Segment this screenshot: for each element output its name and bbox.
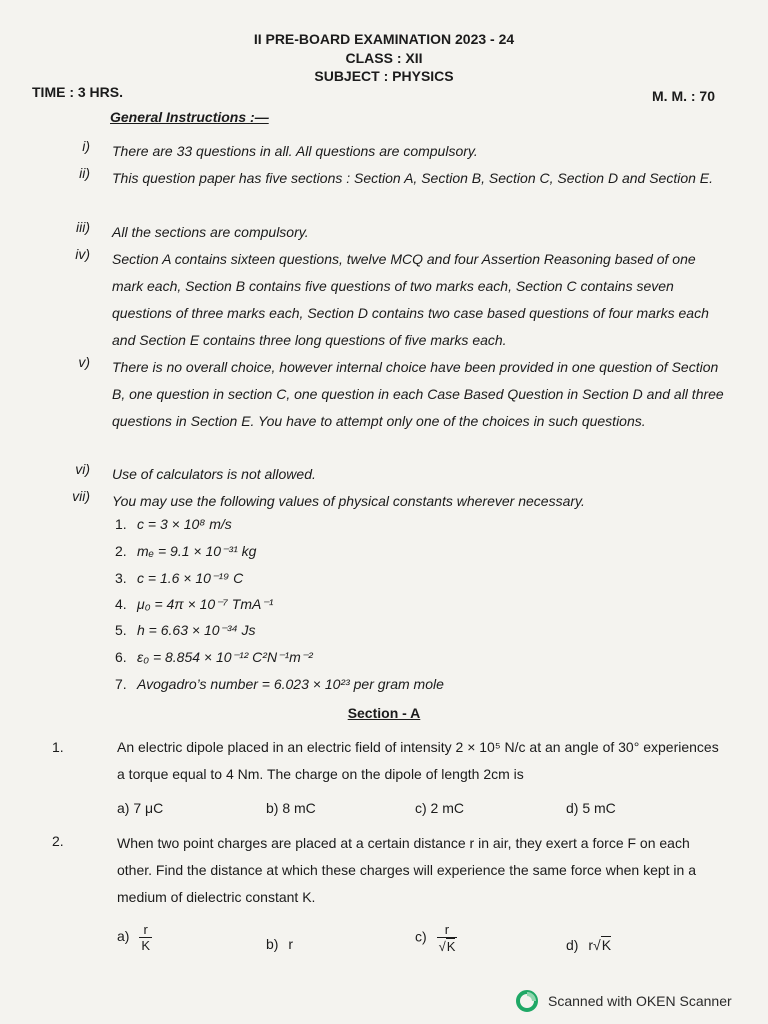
instruction-text: All the sections are compulsory.	[112, 224, 309, 240]
option-c: c) 2 mC	[415, 800, 464, 816]
question-number: 1.	[52, 739, 64, 755]
instruction-num: iii)	[76, 219, 90, 235]
constant-item	[115, 649, 313, 666]
option-prefix: r	[588, 937, 594, 953]
instruction-text: There is no overall choice, however internal choice have been provided in one question of Section B, one question in section C, one question in each Case Based Question in Section D and all three questions in Section E. You have to attempt only one of the choices in such questions.	[112, 359, 724, 429]
instruction-num: vii)	[72, 488, 90, 504]
constant-num: 6.	[115, 649, 127, 665]
option-label: d)	[566, 937, 579, 953]
numerator: r	[444, 922, 450, 937]
scanner-watermark	[516, 990, 732, 1012]
option-a	[117, 922, 152, 953]
constant-value: Avogadro’s number = 6.023 × 10²³ per gram mole	[137, 676, 444, 692]
denominator: √K	[438, 939, 456, 954]
fraction	[139, 922, 152, 953]
constant-value: c = 3 × 10⁸ m/s	[137, 516, 232, 532]
denominator: K	[141, 938, 151, 953]
constant-num: 1.	[115, 516, 127, 532]
constant-num: 4.	[115, 596, 127, 612]
fraction	[437, 922, 458, 954]
constant-item	[115, 622, 256, 639]
option-a: a) 7 μC	[117, 800, 164, 816]
constant-num: 3.	[115, 570, 127, 586]
instruction-text: There are 33 questions in all. All questions are compulsory.	[112, 143, 478, 159]
oken-logo-icon	[516, 990, 538, 1012]
radicand: K	[446, 939, 456, 954]
instruction-num: i)	[82, 138, 90, 154]
section-heading: Section - A	[347, 705, 421, 721]
constant-item	[115, 596, 273, 613]
numerator: r	[143, 922, 148, 937]
subject-label: SUBJECT : PHYSICS	[314, 68, 454, 84]
instruction-text: Section A contains sixteen questions, twelve MCQ and four Assertion Reasoning based of one mark each, Section B contains five questions of two marks each, Section C contains seven questions of three marks each, Section D contains two case based questions of four marks each and Section E contains three long questions of five marks each.	[112, 251, 709, 348]
option-d: d) r√K	[566, 937, 612, 953]
question-text: When two point charges are placed at a certain distance r in air, they exert a force F on each other. Find the distance at which these charges will experience the same force when kept in a medium of dielectric constant K.	[117, 835, 696, 905]
scanner-text: Scanned with OKEN Scanner	[548, 993, 732, 1009]
question-number: 2.	[52, 833, 64, 849]
constant-item	[115, 543, 256, 560]
time-label: TIME : 3 HRS.	[32, 84, 124, 100]
instruction-num: v)	[78, 354, 90, 370]
instruction-text: Use of calculators is not allowed.	[112, 466, 316, 482]
option-b	[266, 936, 293, 952]
instruction-num: ii)	[79, 165, 90, 181]
option-label: c)	[415, 928, 427, 945]
constant-value: μ₀ = 4π × 10⁻⁷ TmA⁻¹	[137, 596, 274, 612]
constant-value: ε₀ = 8.854 × 10⁻¹² C²N⁻¹m⁻²	[137, 649, 313, 665]
constant-value: c = 1.6 × 10⁻¹⁹ C	[137, 570, 244, 586]
option-d: d) 5 mC	[566, 800, 616, 816]
constant-value: mₑ = 9.1 × 10⁻³¹ kg	[137, 543, 257, 559]
instruction-num: vi)	[75, 461, 90, 477]
option-c	[415, 922, 457, 954]
constant-value: h = 6.63 × 10⁻³⁴ Js	[137, 622, 256, 638]
constant-num: 2.	[115, 543, 127, 559]
constant-item	[115, 676, 444, 692]
constant-num: 5.	[115, 622, 127, 638]
constant-item	[115, 516, 232, 532]
constant-num: 7.	[115, 676, 127, 692]
instructions-heading: General Instructions :—	[110, 109, 269, 125]
max-marks-label: M. M. : 70	[652, 88, 716, 104]
instruction-text: This question paper has five sections : Section A, Section B, Section C, Section D and Section E.	[112, 170, 714, 186]
option-b: b) 8 mC	[266, 800, 316, 816]
instruction-num: iv)	[75, 246, 90, 262]
option-label: a)	[117, 928, 130, 945]
option-label: b)	[266, 936, 279, 952]
radicand: K	[601, 937, 612, 953]
class-label: CLASS : XII	[345, 50, 423, 66]
question-text: An electric dipole placed in an electric field of intensity 2 × 10⁵ N/c at an angle of 30° experiences a torque equal to 4 Nm. The charge on the dipole of length 2cm is	[117, 739, 719, 782]
constant-item	[115, 570, 243, 587]
exam-title: II PRE-BOARD EXAMINATION 2023 - 24	[253, 31, 515, 47]
option-value: r	[288, 936, 294, 952]
instruction-text: You may use the following values of physical constants wherever necessary.	[112, 493, 585, 509]
